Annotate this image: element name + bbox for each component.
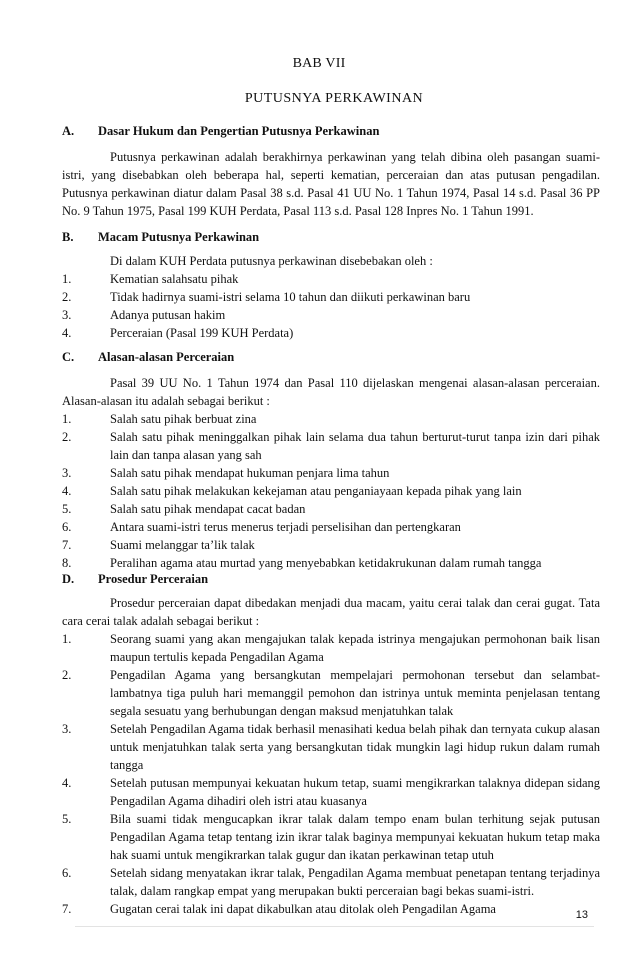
- section-b: [62, 228, 600, 342]
- list-item: 4. Setelah putusan mempunyai kekuatan hukum tetap, suami mengikrarkan talaknya didepan sidang Pengadilan Agama dihadiri oleh istri atau kuasanya: [62, 776, 600, 808]
- section-letter: B.: [62, 230, 74, 244]
- section-c: [62, 348, 600, 572]
- section-b-heading: [62, 228, 600, 246]
- list-item: 5. Bila suami tidak mengucapkan ikrar talak dalam tempo enam bulan terhitung sejak putusan Pengadilan Agama tetap tentang izin ikrar talak baginya mempunyai kekuatan hukum tetap maka hak suami untuk mengikrarkan talak gugur dan ikatan perkawinan tetap utuh: [62, 812, 600, 862]
- list-item: 3. Setelah Pengadilan Agama tidak berhasil menasihati kedua belah pihak dan ternyata cukup alasan untuk menjatuhkan talak serta yang bersangkutan tidak mungkin lagi hidup rukun dalam rumah tangga: [62, 722, 600, 772]
- list-item: 3. Salah satu pihak mendapat hukuman penjara lima tahun: [62, 466, 390, 480]
- section-letter: A.: [62, 124, 75, 138]
- section-c-list: [62, 410, 600, 572]
- list-item: 1. Kematian salahsatu pihak: [62, 272, 239, 286]
- list-item: 6. Antara suami-istri terus menerus terjadi perselisihan dan pertengkaran: [62, 520, 461, 534]
- list-item: 4. Salah satu pihak melakukan kekejaman atau penganiayaan kepada pihak yang lain: [62, 484, 522, 498]
- section-c-heading: [62, 348, 600, 366]
- section-b-intro: Di dalam KUH Perdata putusnya perkawinan disebebakan oleh :: [110, 254, 433, 268]
- section-a: [62, 122, 600, 220]
- section-a-paragraph: Putusnya perkawinan adalah berakhirnya perkawinan yang telah dibina oleh pasangan suami-istri, yang disebabkan oleh beberapa hal, seperti kematian, perceraian dan atas putusan pengadilan. Putusnya perkawinan diatur dalam Pasal 38 s.d. Pasal 41 UU No. 1 Tahun 1974, Pasal 14 s.d. Pasal 36 PP No. 9 Tahun 1975, Pasal 199 KUH Perdata, Pasal 113 s.d. Pasal 128 Inpres No. 1 Tahun 1991.: [62, 150, 600, 218]
- section-c-paragraph: Pasal 39 UU No. 1 Tahun 1974 dan Pasal 110 dijelaskan mengenai alasan-alasan perceraian. Alasan-alasan itu adalah sebagai berikut :: [62, 376, 600, 408]
- section-a-heading: [62, 122, 600, 140]
- section-letter: C.: [62, 350, 75, 364]
- list-item: 1. Seorang suami yang akan mengajukan talak kepada istrinya mengajukan permohonan baik lisan maupun tertulis kepada Pengadilan Agama: [62, 632, 600, 664]
- section-letter: D.: [62, 572, 75, 586]
- section-d: [62, 570, 600, 918]
- list-item: 1. Salah satu pihak berbuat zina: [62, 412, 257, 426]
- section-b-list: [62, 270, 600, 342]
- chapter-title: PUTUSNYA PERKAWINAN: [244, 91, 424, 106]
- list-item: 7. Gugatan cerai talak ini dapat dikabulkan atau ditolak oleh Pengadilan Agama: [62, 902, 496, 916]
- list-item: 8. Peralihan agama atau murtad yang menyebabkan ketidakrukunan dalam rumah tangga: [62, 556, 542, 570]
- list-item: 7. Suami melanggar ta’lik talak: [62, 538, 255, 552]
- section-title: Prosedur Perceraian: [98, 572, 209, 586]
- list-item: 2. Tidak hadirnya suami-istri selama 10 tahun dan diikuti perkawinan baru: [62, 290, 471, 304]
- section-d-list: [62, 630, 600, 918]
- list-item: 4. Perceraian (Pasal 199 KUH Perdata): [62, 326, 294, 340]
- list-item: 3. Adanya putusan hakim: [62, 308, 226, 322]
- footer-divider: [75, 926, 594, 927]
- list-item: 5. Salah satu pihak mendapat cacat badan: [62, 502, 306, 516]
- list-item: 2. Salah satu pihak meninggalkan pihak lain selama dua tahun berturut-turut tanpa izin dari pihak lain dan tanpa alasan yang sah: [62, 430, 600, 462]
- section-title: Alasan-alasan Perceraian: [98, 350, 235, 364]
- list-item: 2. Pengadilan Agama yang bersangkutan mempelajari permohonan tersebut dan selambat-lambatnya tiga puluh hari memanggil pemohon dan istrinya untuk meminta penjelasan tentang segala sesuatu yang berhubungan dengan maksud menjatuhkan talak: [62, 668, 600, 718]
- list-item: 6. Setelah sidang menyatakan ikrar talak, Pengadilan Agama membuat penetapan tentang terjadinya talak, dalam rangkap empat yang merupakan bukti perceraian bagi bekas suami-istri.: [62, 866, 600, 898]
- section-d-heading: [62, 570, 600, 588]
- chapter-label: BAB VII: [292, 56, 346, 71]
- section-title: Macam Putusnya Perkawinan: [98, 230, 260, 244]
- section-title: Dasar Hukum dan Pengertian Putusnya Perkawinan: [98, 124, 380, 138]
- section-d-paragraph: Prosedur perceraian dapat dibedakan menjadi dua macam, yaitu cerai talak dan cerai gugat. Tata cara cerai talak adalah sebagai berikut :: [62, 596, 600, 628]
- page-number: 13: [575, 909, 588, 921]
